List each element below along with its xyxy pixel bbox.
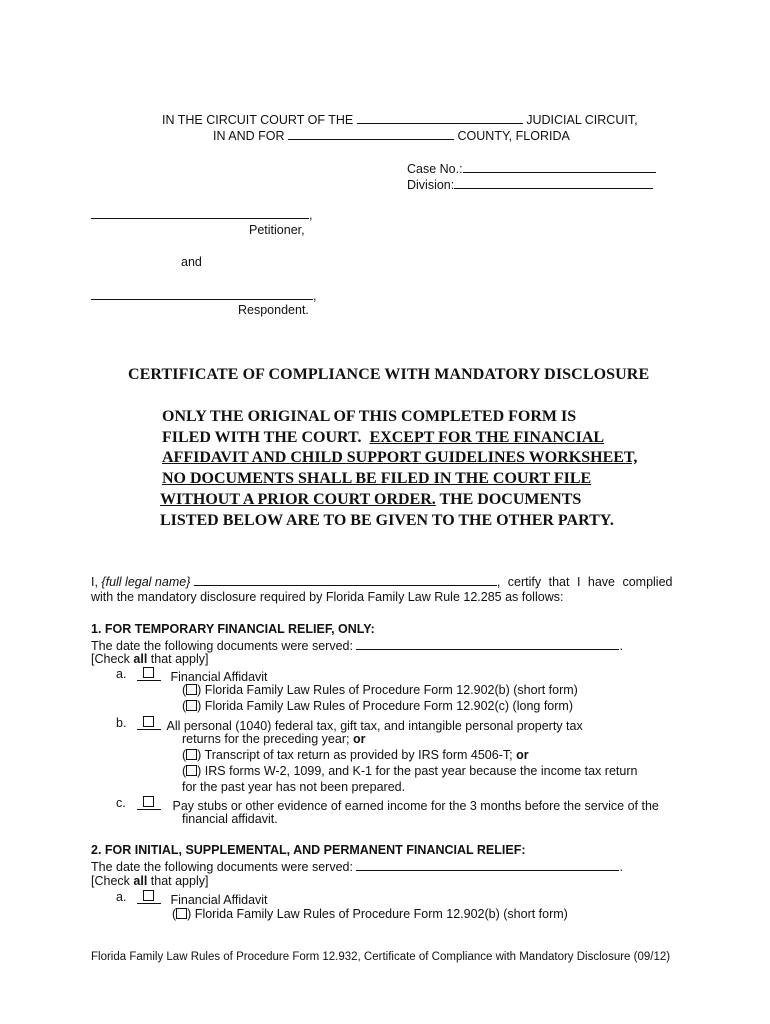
irs-forms-checkbox[interactable] <box>186 765 197 776</box>
option-text: ) IRS forms W-2, 1099, and K-1 for the past year because the income tax return <box>197 764 638 778</box>
item-1c-label: c. <box>116 796 126 810</box>
case-no-field[interactable] <box>463 160 656 173</box>
respondent-name-field[interactable] <box>91 287 313 300</box>
respondent-label: Respondent. <box>238 303 309 317</box>
option-text: ) Florida Family Law Rules of Procedure Form 12.902(c) (long form) <box>197 699 573 713</box>
section-2-check-note <box>91 874 208 888</box>
period: . <box>619 639 623 653</box>
item-1a-checkbox[interactable] <box>137 667 161 681</box>
item-1b-checkbox[interactable] <box>137 716 161 730</box>
notice-text: FILED WITH THE COURT. <box>162 429 370 446</box>
notice-text: THE DOCUMENTS <box>435 491 582 508</box>
case-no-label: Case No.: <box>407 162 463 176</box>
division-field[interactable] <box>454 176 653 189</box>
section-2-heading: 2. FOR INITIAL, SUPPLEMENTAL, AND PERMANENT FINANCIAL RELIEF: <box>91 843 526 857</box>
option-text: ) Florida Family Law Rules of Procedure Form 12.902(b) (short form) <box>187 907 568 921</box>
check-text: that apply] <box>147 874 209 888</box>
item-1b-text: All personal (1040) federal tax, gift tax, and intangible personal property tax <box>166 719 583 733</box>
item-2a-checkbox[interactable] <box>137 890 161 904</box>
served-label: The date the following documents were served: <box>91 639 353 653</box>
notice-line-5 <box>160 490 581 511</box>
check-text: [Check <box>91 874 134 888</box>
item-1a <box>137 667 268 684</box>
check-all: all <box>133 652 148 666</box>
item-2a-text: Financial Affidavit <box>170 893 268 907</box>
petitioner-name-field[interactable] <box>91 206 309 219</box>
paren: ( <box>182 699 187 713</box>
checkbox-icon <box>143 716 154 727</box>
division-line <box>407 176 653 192</box>
caption-text: IN AND FOR <box>213 129 285 143</box>
checkbox-icon <box>143 796 154 807</box>
caption-text: IN THE CIRCUIT COURT OF THE <box>162 113 354 127</box>
item-1c-text: Pay stubs or other evidence of earned income for the 3 months before the service of the <box>172 799 659 813</box>
caption-text: COUNTY, FLORIDA <box>457 129 570 143</box>
section-1-served-date-field[interactable] <box>356 637 619 650</box>
comma: , <box>313 289 317 303</box>
short-form-checkbox[interactable] <box>176 908 187 919</box>
period: . <box>619 860 623 874</box>
option-text: ) Florida Family Law Rules of Procedure Form 12.902(b) (short form) <box>197 683 578 697</box>
item-1b-label: b. <box>116 716 127 730</box>
checkbox-icon <box>143 667 154 678</box>
section-1-check-note <box>91 652 208 666</box>
item-1b-option-irs <box>182 764 637 778</box>
caption-line-2 <box>213 127 570 143</box>
item-1b <box>137 716 583 733</box>
long-form-checkbox[interactable] <box>186 700 197 711</box>
certify-line-1 <box>91 573 673 589</box>
circuit-blank[interactable] <box>357 111 523 124</box>
full-name-hint: {full legal name} <box>101 575 191 589</box>
item-1b-option-irs-2: for the past year has not been prepared. <box>182 780 406 794</box>
item-2a-option-short <box>172 907 568 921</box>
check-all: all <box>133 874 148 888</box>
division-label: Division: <box>407 178 455 192</box>
or-text: or <box>352 732 366 746</box>
notice-line-2 <box>162 428 604 449</box>
or-text: or <box>516 748 529 762</box>
section-2-served-line <box>91 858 623 874</box>
notice-line-4: NO DOCUMENTS SHALL BE FILED IN THE COURT FILE <box>162 470 592 487</box>
caption-text: JUDICIAL CIRCUIT, <box>526 113 638 127</box>
check-text: that apply] <box>147 652 209 666</box>
form-title: CERTIFICATE OF COMPLIANCE WITH MANDATORY DISCLOSURE <box>128 366 650 383</box>
paren: ( <box>182 748 187 762</box>
notice-line-3: AFFIDAVIT AND CHILD SUPPORT GUIDELINES WORKSHEET, <box>162 449 638 466</box>
page-footer: Florida Family Law Rules of Procedure Form 12.932, Certificate of Compliance with Mandatory Disclosure (09/12) <box>91 951 671 963</box>
item-1a-option-short <box>182 683 578 697</box>
notice-line-6: LISTED BELOW ARE TO BE GIVEN TO THE OTHER PARTY. <box>160 512 614 529</box>
and-label: and <box>181 255 202 269</box>
respondent-name-line <box>91 287 316 303</box>
checkbox-icon <box>143 890 154 901</box>
item-1a-option-long <box>182 699 573 713</box>
section-1-heading: 1. FOR TEMPORARY FINANCIAL RELIEF, ONLY: <box>91 622 375 636</box>
notice-underlined: EXCEPT FOR THE FINANCIAL <box>369 429 605 446</box>
item-2a-label: a. <box>116 890 127 904</box>
section-1-served-line <box>91 637 623 653</box>
item-1b-text-2 <box>182 732 365 746</box>
case-no-line <box>407 160 656 176</box>
option-text: ) Transcript of tax return as provided by IRS form 4506-T; <box>197 748 517 762</box>
item-1c-text-2: financial affidavit. <box>182 812 278 826</box>
item-1b-option-transcript <box>182 748 529 762</box>
certify-line-2: with the mandatory disclosure required by Florida Family Law Rule 12.285 as follows: <box>91 590 564 604</box>
check-text: [Check <box>91 652 134 666</box>
short-form-checkbox[interactable] <box>186 684 197 695</box>
section-2-served-date-field[interactable] <box>356 858 619 871</box>
certify-text: , certify that I have complied <box>496 575 673 589</box>
comma: , <box>309 208 313 222</box>
served-label: The date the following documents were served: <box>91 860 353 874</box>
county-blank[interactable] <box>288 127 454 140</box>
item-text: returns for the preceding year; <box>182 732 353 746</box>
item-1a-text: Financial Affidavit <box>170 670 268 684</box>
item-1c-checkbox[interactable] <box>137 796 161 810</box>
item-2a <box>137 890 268 907</box>
full-legal-name-field[interactable] <box>194 573 497 586</box>
transcript-checkbox[interactable] <box>186 749 197 760</box>
petitioner-label: Petitioner, <box>249 223 305 237</box>
item-1c <box>137 796 659 813</box>
paren: ( <box>182 764 187 778</box>
certify-text: I, <box>91 575 102 589</box>
petitioner-name-line <box>91 206 312 222</box>
notice-underlined: WITHOUT A PRIOR COURT ORDER. <box>160 491 436 508</box>
notice-line-1: ONLY THE ORIGINAL OF THIS COMPLETED FORM IS <box>162 408 577 425</box>
caption-line-1 <box>162 111 638 127</box>
paren: ( <box>182 683 187 697</box>
paren: ( <box>172 907 177 921</box>
item-1a-label: a. <box>116 667 127 681</box>
